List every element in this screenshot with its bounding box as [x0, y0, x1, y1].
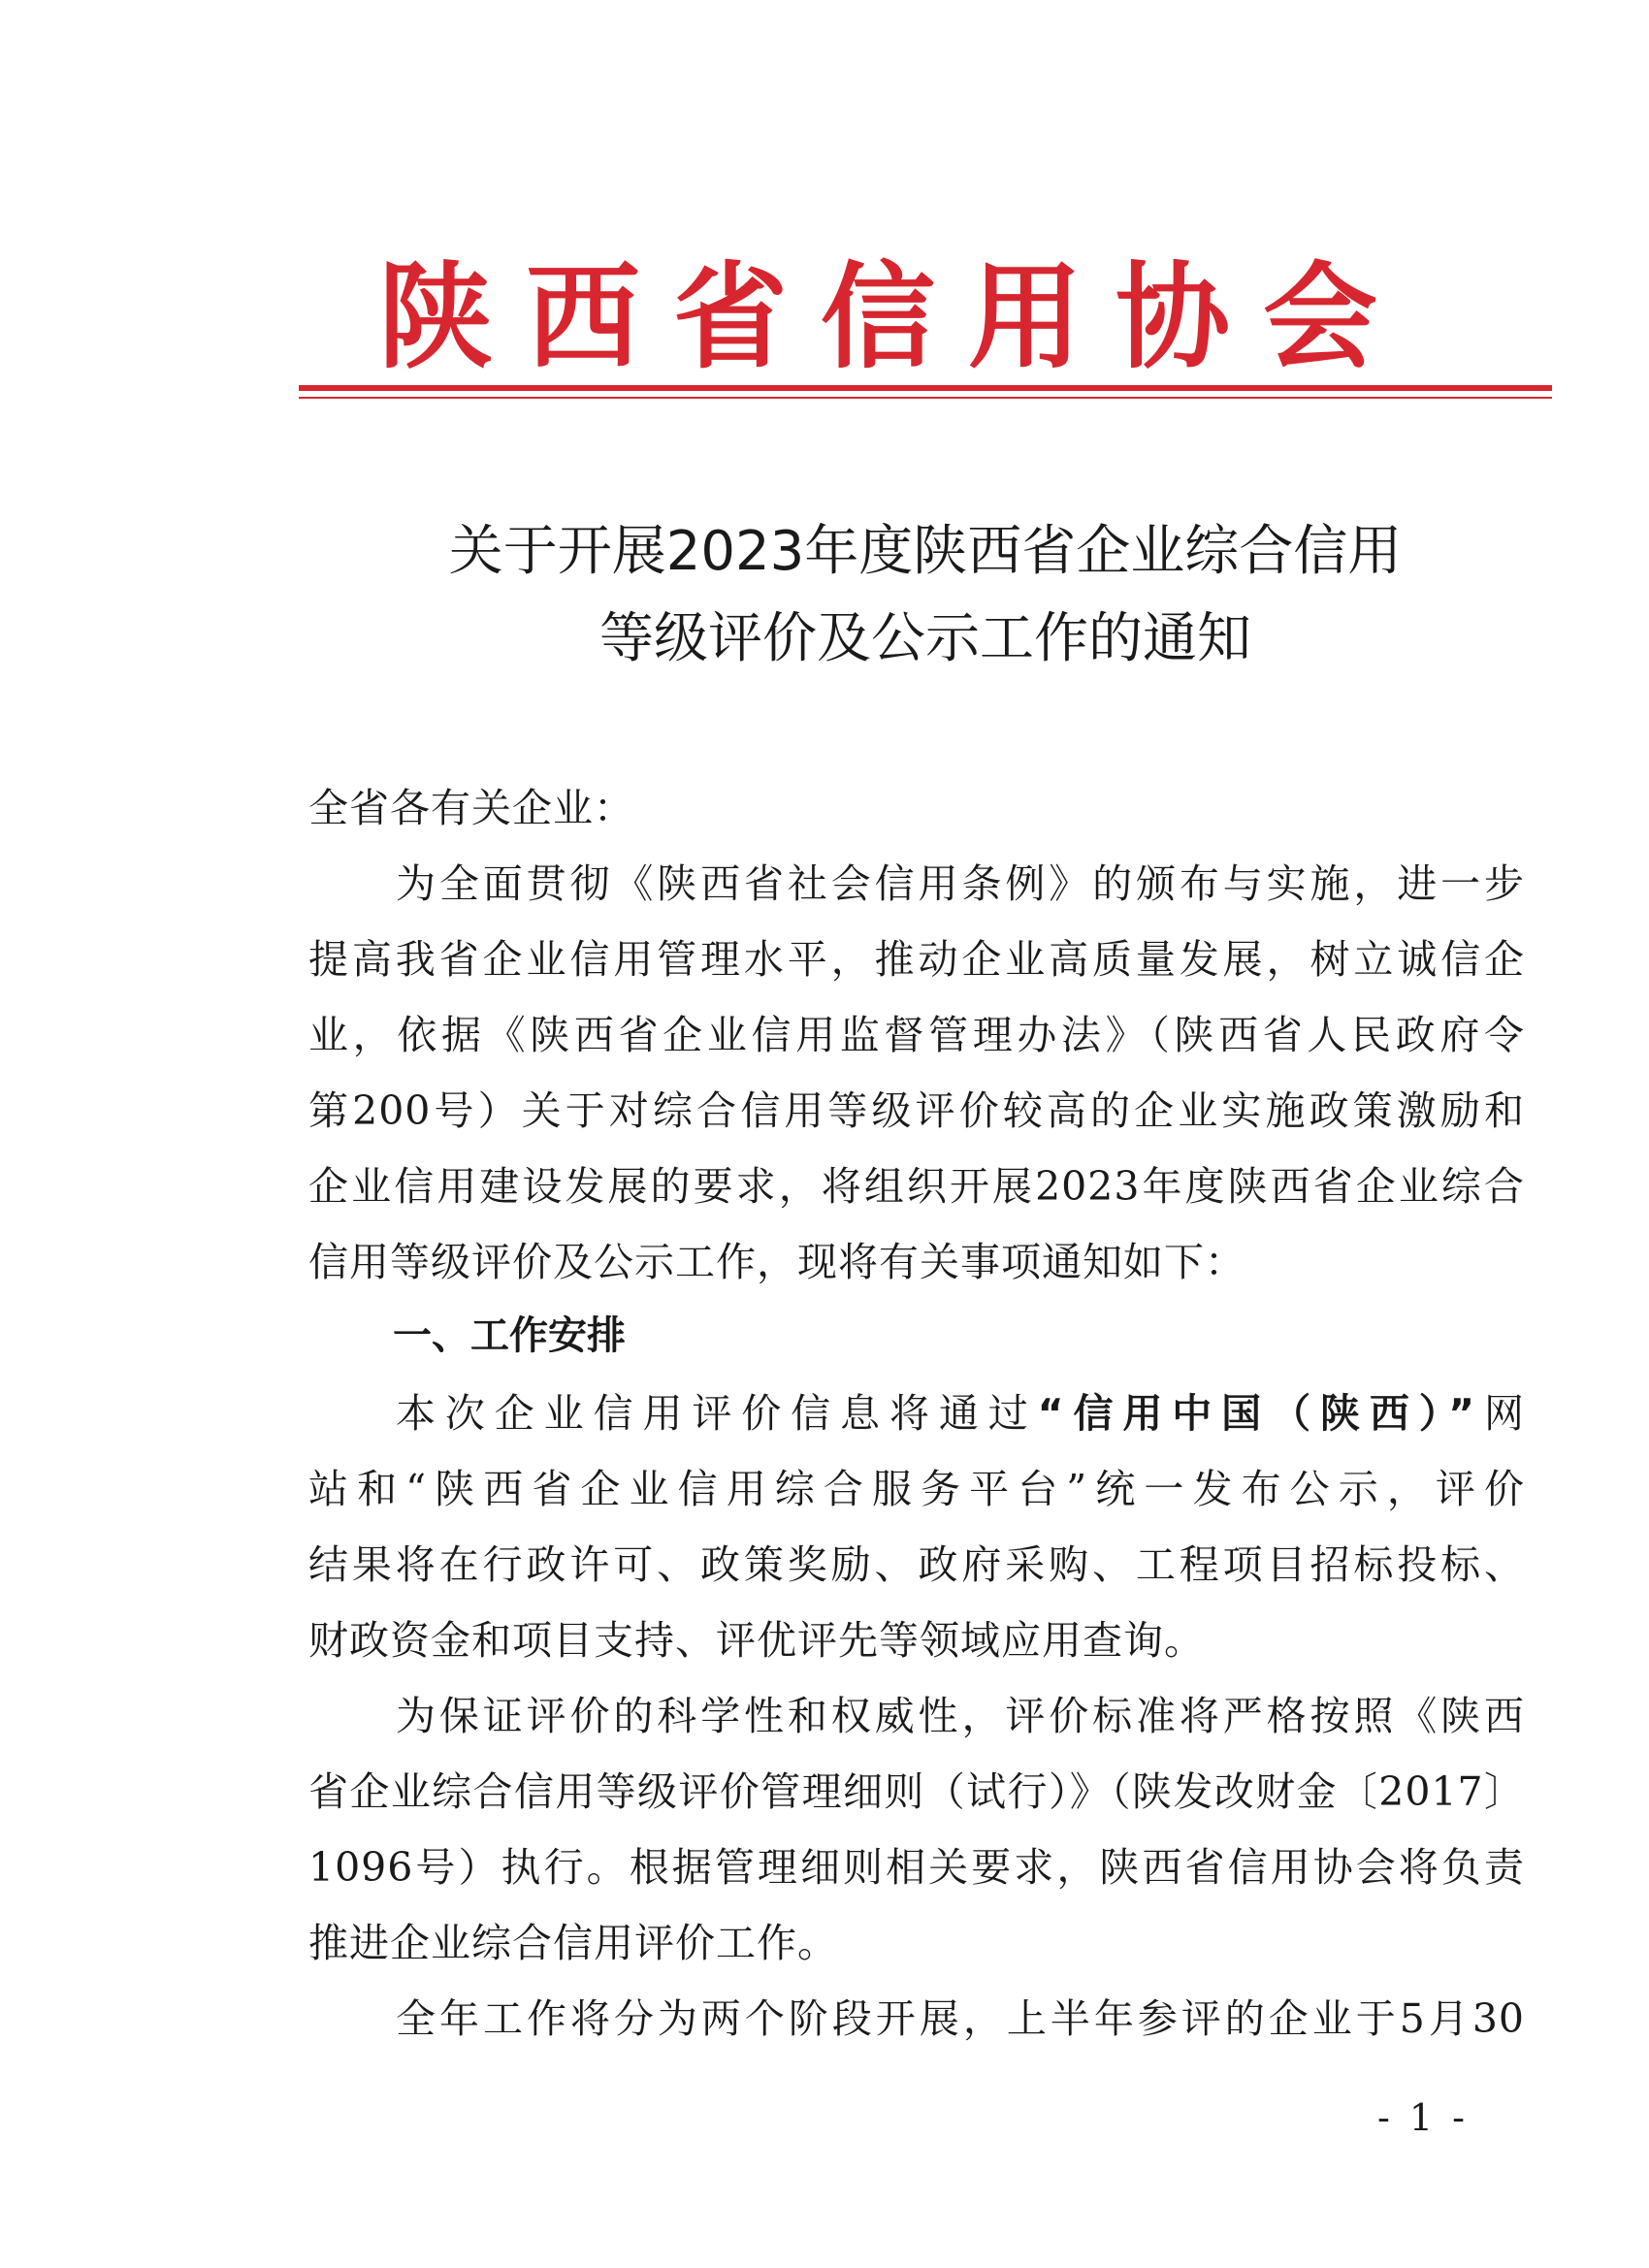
body-line: 推进企业综合信用评价工作。: [308, 1920, 838, 1966]
masthead-rule-thick: [299, 385, 1552, 391]
body-line: 提高我省企业信用管理水平，推动企业高质量发展，树立诚信企: [308, 936, 1525, 983]
page-number: - 1 -: [1377, 2096, 1470, 2139]
body-line: 全年工作将分为两个阶段开展，上半年参评的企业于5月30: [396, 1995, 1525, 2042]
body-line: 1096号）执行。根据管理细则相关要求，陕西省信用协会将负责: [308, 1844, 1525, 1891]
body-line: 为保证评价的科学性和权威性，评价标准将严格按照《陕西: [396, 1693, 1525, 1739]
body-line: 结果将在行政许可、政策奖励、政府采购、工程项目招标投标、: [308, 1541, 1525, 1588]
body-text: 网: [1475, 1390, 1525, 1437]
emphasis-site-name: “信用中国（陕西）”: [1037, 1390, 1476, 1437]
body-line: 业，依据《陕西省企业信用监督管理办法》（陕西省人民政府令: [308, 1012, 1525, 1058]
body-line: 为全面贯彻《陕西省社会信用条例》的颁布与实施，进一步: [396, 860, 1525, 907]
section-heading: 一、工作安排: [393, 1313, 626, 1358]
masthead-rule-thin: [299, 397, 1552, 399]
body-text: 本次企业信用评价信息将通过: [396, 1390, 1038, 1437]
document-title-line-1: 关于开展2023年度陕西省企业综合信用: [448, 520, 1403, 583]
body-line: 站和“陕西省企业信用综合服务平台”统一发布公示，评价: [308, 1466, 1525, 1512]
body-line: 信用等级评价及公示工作，现将有关事项通知如下：: [308, 1239, 1245, 1285]
masthead-org-name: 陕西省信用协会: [378, 249, 1411, 384]
body-line: 第200号）关于对综合信用等级评价较高的企业实施政策激励和: [308, 1087, 1525, 1134]
body-line: 企业信用建设发展的要求，将组织开展2023年度陕西省企业综合: [308, 1163, 1525, 1210]
body-line: [396, 1389, 1525, 1438]
document-title-line-2: 等级评价及公示工作的通知: [599, 607, 1251, 670]
salutation: 全省各有关企业：: [308, 785, 634, 831]
body-line: 省企业综合信用等级评价管理细则（试行）》（陕发改财金〔2017〕: [308, 1768, 1525, 1815]
body-line: 财政资金和项目支持、评优评先等领域应用查询。: [308, 1617, 1205, 1664]
